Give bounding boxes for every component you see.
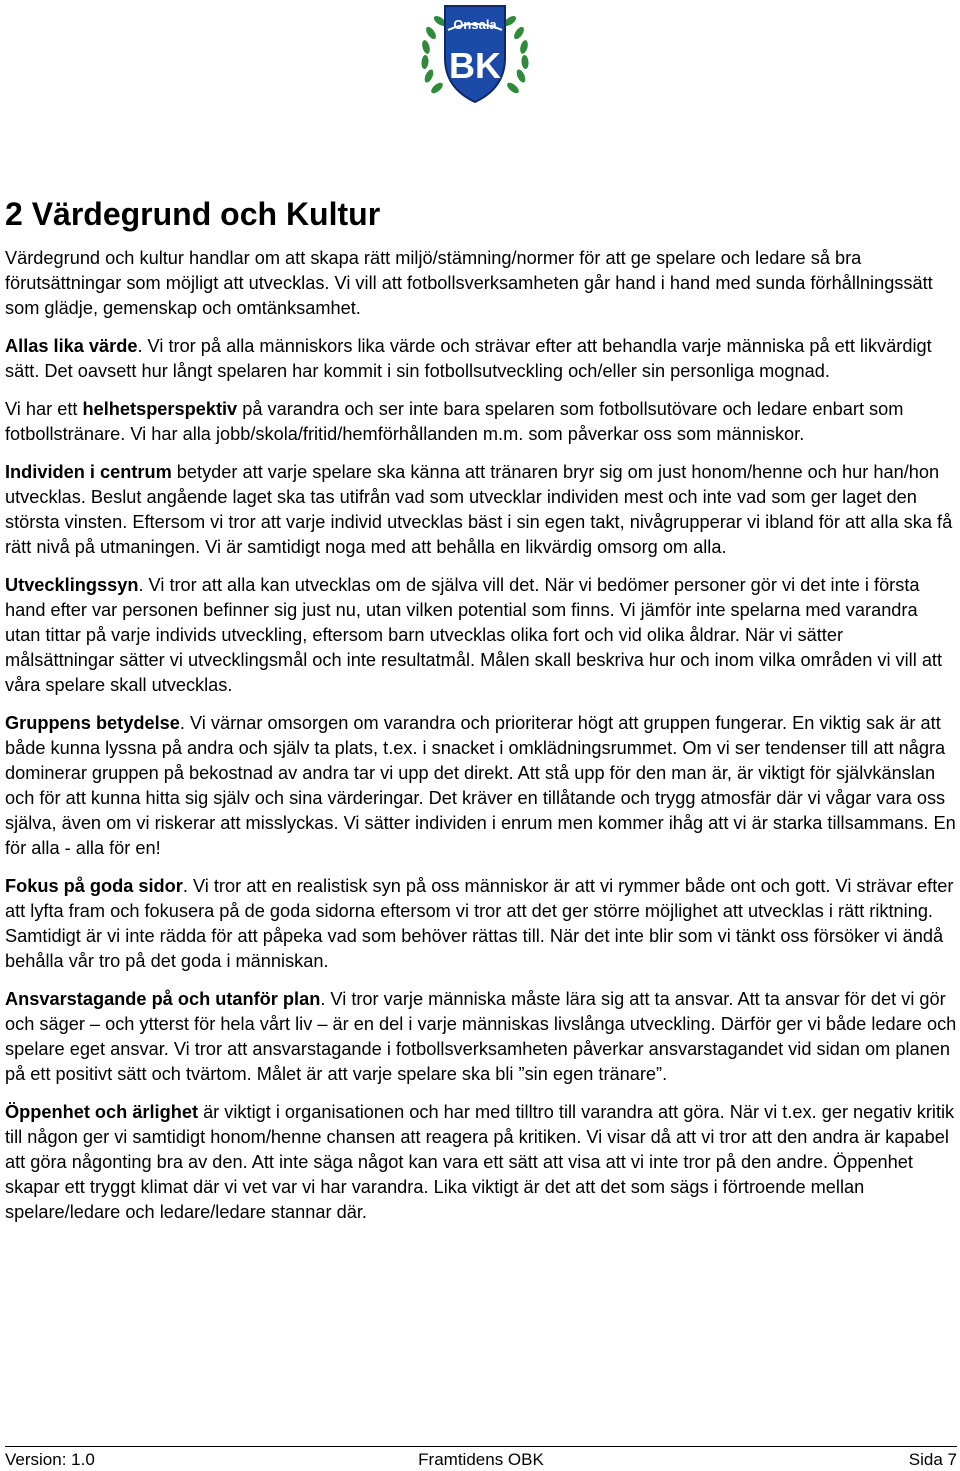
paragraph-text: . Vi värnar omsorgen om varandra och prioriterar högt att gruppen fungerar. En viktig sak är att både kunna lyssna på andra och själv ta plats, t.ex. i snacket i omklädningsrummet. Om vi ser tendenser till att några dominerar gruppen på bekostnad av andra tar vi upp det direkt. Att stå upp för den man är, är viktigt för självkänslan och för att kunna hitta sig själv och sina värderingar. Det kräver en tillåtande och trygg atmosfär där vi vågar vara oss själva, även om vi riskerar att misslyckas. Vi sätter individen i enrum men kommer ihåg att vi är starka tillsammans. En för alla - alla för en! bbox=[5, 713, 956, 858]
paragraph-lead: Individen i centrum bbox=[5, 462, 172, 482]
paragraph-text: . Vi tror att alla kan utvecklas om de själva vill det. När vi bedömer personer gör vi det inte i första hand efter var personen befinner sig just nu, utan vilken potential som finns. Vi jämför inte spelarna med varandra utan tittar på varje individs utveckling, eftersom barn utvecklas olika fort och vid olika åldrar. När vi sätter målsättningar sätter vi utvecklingsmål och inte resultatmål. Målen skall beskriva hur och inom vilka områden vi vill att våra spelare skall utvecklas. bbox=[5, 575, 943, 695]
paragraph-text: Värdegrund och kultur handlar om att skapa rätt miljö/stämning/normer för att ge spelare och ledare så bra förutsättningar som möjligt att utvecklas. Vi vill att fotbollsverksamheten går hand i hand med sunda förhållningssätt som glädje, gemenskap och omtänksamhet. bbox=[5, 248, 933, 318]
paragraph-lead: Allas lika värde bbox=[5, 336, 138, 356]
svg-text:BK: BK bbox=[449, 45, 501, 86]
paragraph-allas-lika-varde bbox=[5, 334, 957, 384]
document-body bbox=[5, 192, 957, 1238]
paragraph-text: . Vi tror att en realistisk syn på oss människor är att vi rymmer både ont och gott. Vi strävar efter att lyfta fram och fokusera på de goda sidorna eftersom vi tror att det ger större möjlighet att utvecklas i rätt riktning. Samtidigt är vi inte rädda för att påpeka vad som behöver rättas till. När det inte blir som vi tänkt oss försöker vi ändå behålla vår tro på det goda i människan. bbox=[5, 876, 954, 971]
paragraph-text: på varandra och ser inte bara spelaren som fotbollsutövare och ledare enbart som fotbollstränare. Vi har alla jobb/skola/fritid/hemförhållanden m.m. som påverkar oss som människor. bbox=[5, 399, 904, 444]
paragraph-lead: Utvecklingssyn bbox=[5, 575, 139, 595]
onsala-bk-logo bbox=[415, 0, 535, 108]
paragraph-lead: Gruppens betydelse bbox=[5, 713, 180, 733]
svg-text:Onsala: Onsala bbox=[453, 17, 497, 32]
paragraph-helhetsperspektiv bbox=[5, 397, 957, 447]
paragraph-text: betyder att varje spelare ska känna att tränaren bryr sig om just honom/henne och hur han/hon utvecklas. Beslut angående laget ska tas utifrån vad som utvecklar individen mest och inte vad som ger laget den största vinsten. Eftersom vi tror att varje individ utvecklas bäst i sin egen takt, nivågrupperar vi ibland för att alla ska få rätt nivå på utmaningen. Vi är samtidigt noga med att behålla en likvärdig omsorg om alla. bbox=[5, 462, 953, 557]
footer-version: Version: 1.0 bbox=[5, 1450, 95, 1469]
paragraph-pre: Vi har ett bbox=[5, 399, 83, 419]
paragraph-text: är viktigt i organisationen och har med tilltro till varandra att göra. När vi t.ex. ger negativ kritik till någon ger vi samtidigt honom/henne chansen att reagera på kritiken. Vi visar då att vi tror att den andra är kapabel att göra någonting bra av den. Att inte säga något kan vara ett sätt att visa att vi inte tror på den andre. Öppenhet skapar ett tryggt klimat där vi vet var vi har varandra. Lika viktigt är det att det som sägs i förtroende mellan spelare/ledare och ledare/ledare stannar där. bbox=[5, 1102, 955, 1222]
page-footer bbox=[5, 1446, 957, 1469]
paragraph-individen-i-centrum bbox=[5, 460, 957, 560]
paragraph-ansvarstagande bbox=[5, 987, 957, 1087]
paragraph-utvecklingssyn bbox=[5, 573, 957, 698]
paragraph-intro bbox=[5, 246, 957, 321]
paragraph-lead: Ansvarstagande på och utanför plan bbox=[5, 989, 321, 1009]
paragraph-text: . Vi tror varje människa måste lära sig att ta ansvar. Att ta ansvar för det vi gör och säger – och ytterst för hela vårt liv – är en del i varje människas livslånga utveckling. Därför ger vi både ledare och spelare eget ansvar. Vi tror att ansvarstagande i fotbollsverksamheten påverkar ansvarstagandet vid sidan om planen på ett positivt sätt och tvärtom. Målet är att varje spelare ska bli ”sin egen tränare”. bbox=[5, 989, 957, 1084]
paragraph-gruppens-betydelse bbox=[5, 711, 957, 861]
paragraph-text: . Vi tror på alla människors lika värde och strävar efter att behandla varje människa på ett likvärdigt sätt. Det oavsett hur långt spelaren har kommit i sin fotbollsutveckling och/eller sin personliga mognad. bbox=[5, 336, 932, 381]
footer-title: Framtidens OBK bbox=[418, 1450, 544, 1469]
footer-page-number: Sida 7 bbox=[908, 1450, 957, 1469]
paragraph-lead: Öppenhet och ärlighet bbox=[5, 1102, 199, 1122]
paragraph-lead: helhetsperspektiv bbox=[82, 399, 238, 419]
section-heading: 2 Värdegrund och Kultur bbox=[5, 196, 381, 232]
paragraph-fokus-pa-goda-sidor bbox=[5, 874, 957, 974]
paragraph-lead: Fokus på goda sidor bbox=[5, 876, 183, 896]
paragraph-oppenhet-och-arlighet bbox=[5, 1100, 957, 1225]
club-crest-icon bbox=[415, 0, 535, 108]
